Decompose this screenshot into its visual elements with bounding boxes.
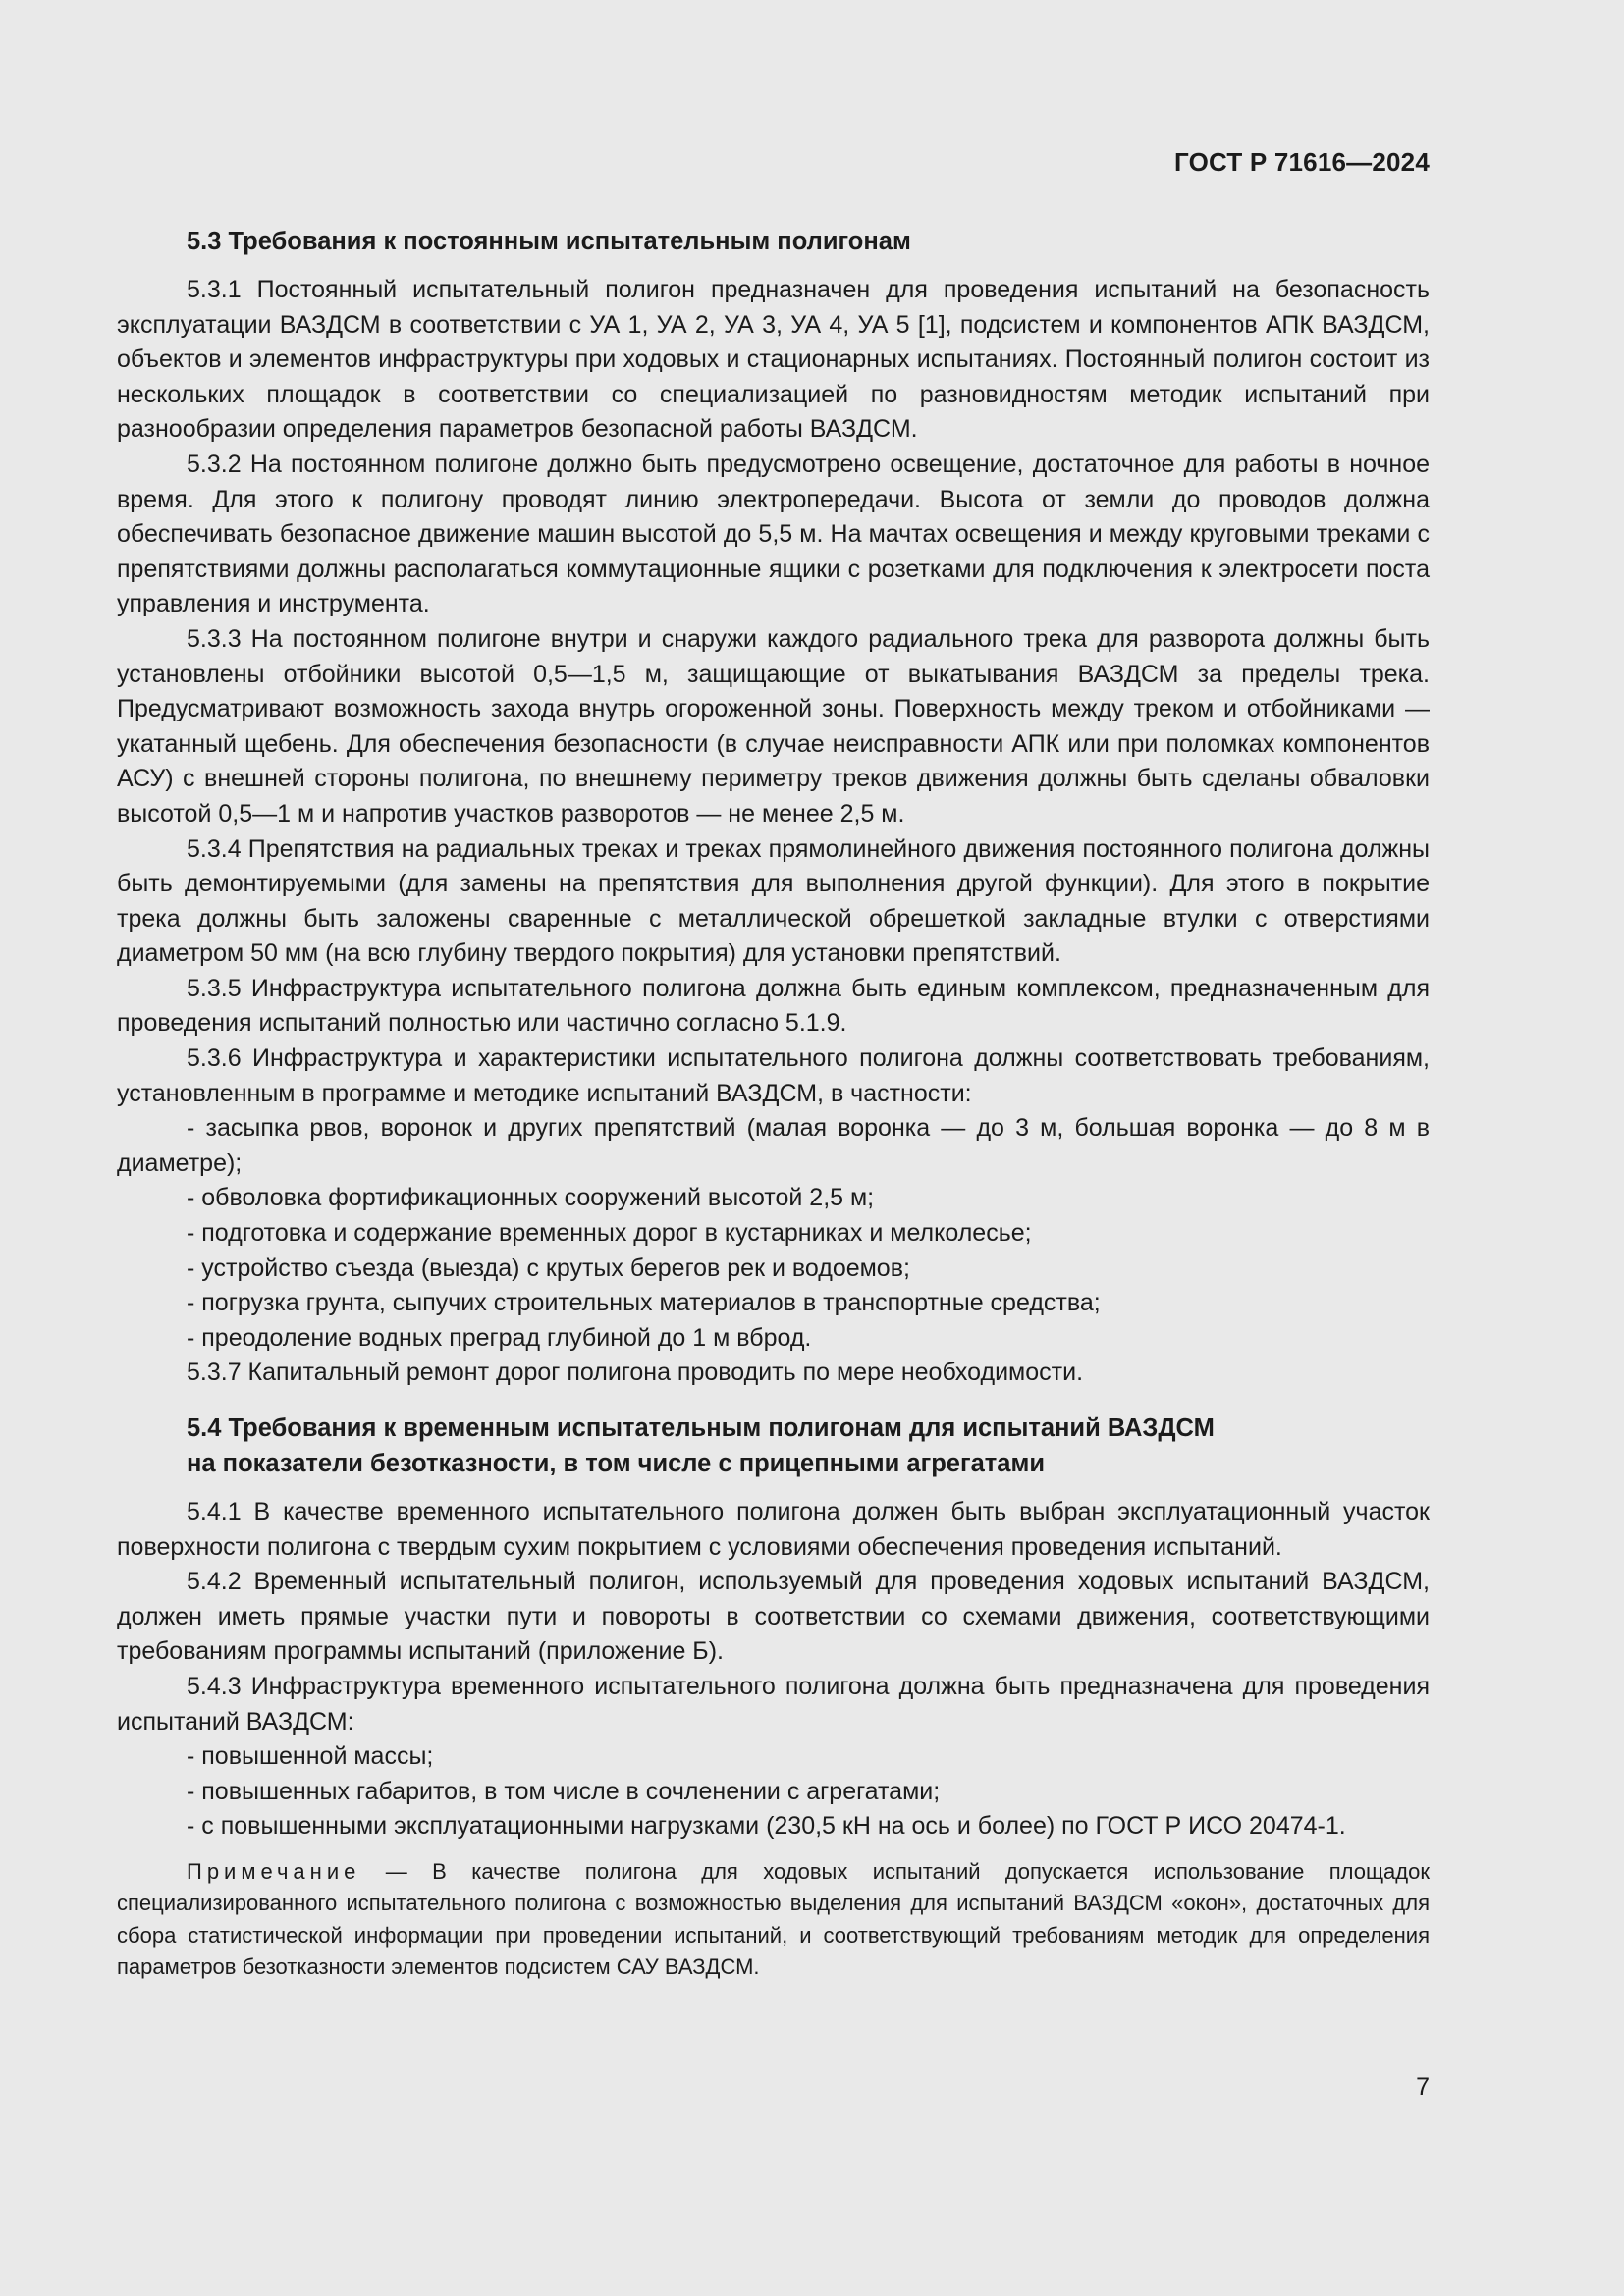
section-5-4-heading-line-2: на показатели безотказности, в том числе с прицепными агрегатами <box>187 1450 1045 1477</box>
list-item: - обволовка фортификационных сооружений высотой 2,5 м; <box>187 1184 875 1212</box>
list-item: - с повышенными эксплуатационными нагрузками (230,5 кН на ось и более) по ГОСТ Р ИСО 20474-1. <box>187 1812 1346 1841</box>
list-item: - засыпка рвов, воронок и других препятствий (малая воронка — до 3 м, большая воронка — до 8 м в диаметре); <box>117 1114 1430 1177</box>
section-5-3-heading: 5.3 Требования к постоянным испытательным полигонам <box>187 228 911 255</box>
section-5-4-heading-line-1: 5.4 Требования к временным испытательным полигонам для испытаний ВАЗДСМ <box>187 1415 1215 1442</box>
note-paragraph <box>117 1856 1430 1984</box>
paragraph-5-3-7: 5.3.7 Капитальный ремонт дорог полигона проводить по мере необходимости. <box>187 1359 1084 1387</box>
note-text: — В качестве полигона для ходовых испытаний допускается использование площадок специализированного испытательного полигона с возможностью выделения для испытаний ВАЗДСМ «окон», достаточных для сбора статистической информации при проведении испытаний, и соответствующий требованиям методик для определения параметров безотказности элементов подсистем САУ ВАЗДСМ. <box>117 1858 1430 1980</box>
paragraph-5-3-2: 5.3.2 На постоянном полигоне должно быть предусмотрено освещение, достаточное для работы в ночное время. Для этого к полигону проводят линию электропередачи. Высота от земли до проводов должна обеспечивать безопасное движение машин высотой до 5,5 м. На мачтах освещения и между круговыми треками с препятствиями должны располагаться коммутационные ящики с розетками для подключения к электросети поста управления и инструмента. <box>117 450 1430 618</box>
paragraph-5-4-3: 5.4.3 Инфраструктура временного испытательного полигона должна быть предназначена для проведения испытаний ВАЗДСМ: <box>117 1672 1430 1735</box>
document-code-header: ГОСТ Р 71616—2024 <box>1174 147 1430 177</box>
paragraph-5-4-2: 5.4.2 Временный испытательный полигон, используемый для проведения ходовых испытаний ВАЗДСМ, должен иметь прямые участки пути и повороты в соответствии со схемами движения, соответствующими требованиям программы испытаний (приложение Б). <box>117 1568 1430 1666</box>
page-content <box>117 224 1430 2005</box>
paragraph-5-3-1: 5.3.1 Постоянный испытательный полигон предназначен для проведения испытаний на безопасность эксплуатации ВАЗДСМ в соответствии с УА 1, УА 2, УА 3, УА 4, УА 5 [1], подсистем и компонентов АПК ВАЗДСМ, объектов и элементов инфраструктуры при ходовых и стационарных испытаниях. Постоянный полигон состоит из нескольких площадок в соответствии со специализацией по разновидностям методик испытаний при разнообразии определения параметров безопасной работы ВАЗДСМ. <box>117 276 1430 444</box>
paragraph-5-4-1: 5.4.1 В качестве временного испытательного полигона должен быть выбран эксплуатационный участок поверхности полигона с твердым сухим покрытием с условиями обеспечения проведения испытаний. <box>117 1498 1430 1561</box>
list-item: - преодоление водных преград глубиной до 1 м вброд. <box>187 1323 812 1352</box>
note-label: Примечание <box>187 1858 361 1884</box>
list-item: - повышенных габаритов, в том числе в сочленении с агрегатами; <box>187 1777 941 1805</box>
list-item: - погрузка грунта, сыпучих строительных материалов в транспортные средства; <box>187 1289 1101 1317</box>
paragraph-5-3-6: 5.3.6 Инфраструктура и характеристики испытательного полигона должны соответствовать требованиям, установленным в программе и методике испытаний ВАЗДСМ, в частности: <box>117 1044 1430 1107</box>
paragraph-5-3-4: 5.3.4 Препятствия на радиальных треках и треках прямолинейного движения постоянного полигона должны быть демонтируемыми (для замены на препятствия для выполнения другой функции). Для этого в покрытие трека должны быть заложены сваренные с металлической обрешеткой закладные втулки с отверстиями диаметром 50 мм (на всю глубину твердого покрытия) для установки препятствий. <box>117 834 1430 968</box>
list-item: - повышенной массы; <box>187 1742 434 1771</box>
page-number: 7 <box>1416 2073 1430 2101</box>
paragraph-5-3-3: 5.3.3 На постоянном полигоне внутри и снаружи каждого радиального трека для разворота должны быть установлены отбойники высотой 0,5—1,5 м, защищающие от выкатывания ВАЗДСМ за пределы трека. Предусматривают возможность захода внутрь огороженной зоны. Поверхность между треком и отбойниками — укатанный щебень. Для обеспечения безопасности (в случае неисправности АПК или при поломках компонентов АСУ) с внешней стороны полигона, по внешнему периметру треков движения должны быть сделаны обваловки высотой 0,5—1 м и напротив участков разворотов — не менее 2,5 м. <box>117 624 1430 828</box>
list-item: - устройство съезда (выезда) с крутых берегов рек и водоемов; <box>187 1254 910 1282</box>
list-item: - подготовка и содержание временных дорог в кустарниках и мелколесье; <box>187 1219 1032 1248</box>
section-5-4-heading <box>117 1411 1430 1481</box>
paragraph-5-3-5: 5.3.5 Инфраструктура испытательного полигона должна быть единым комплексом, предназначенным для проведения испытаний полностью или частично согласно 5.1.9. <box>117 974 1430 1038</box>
